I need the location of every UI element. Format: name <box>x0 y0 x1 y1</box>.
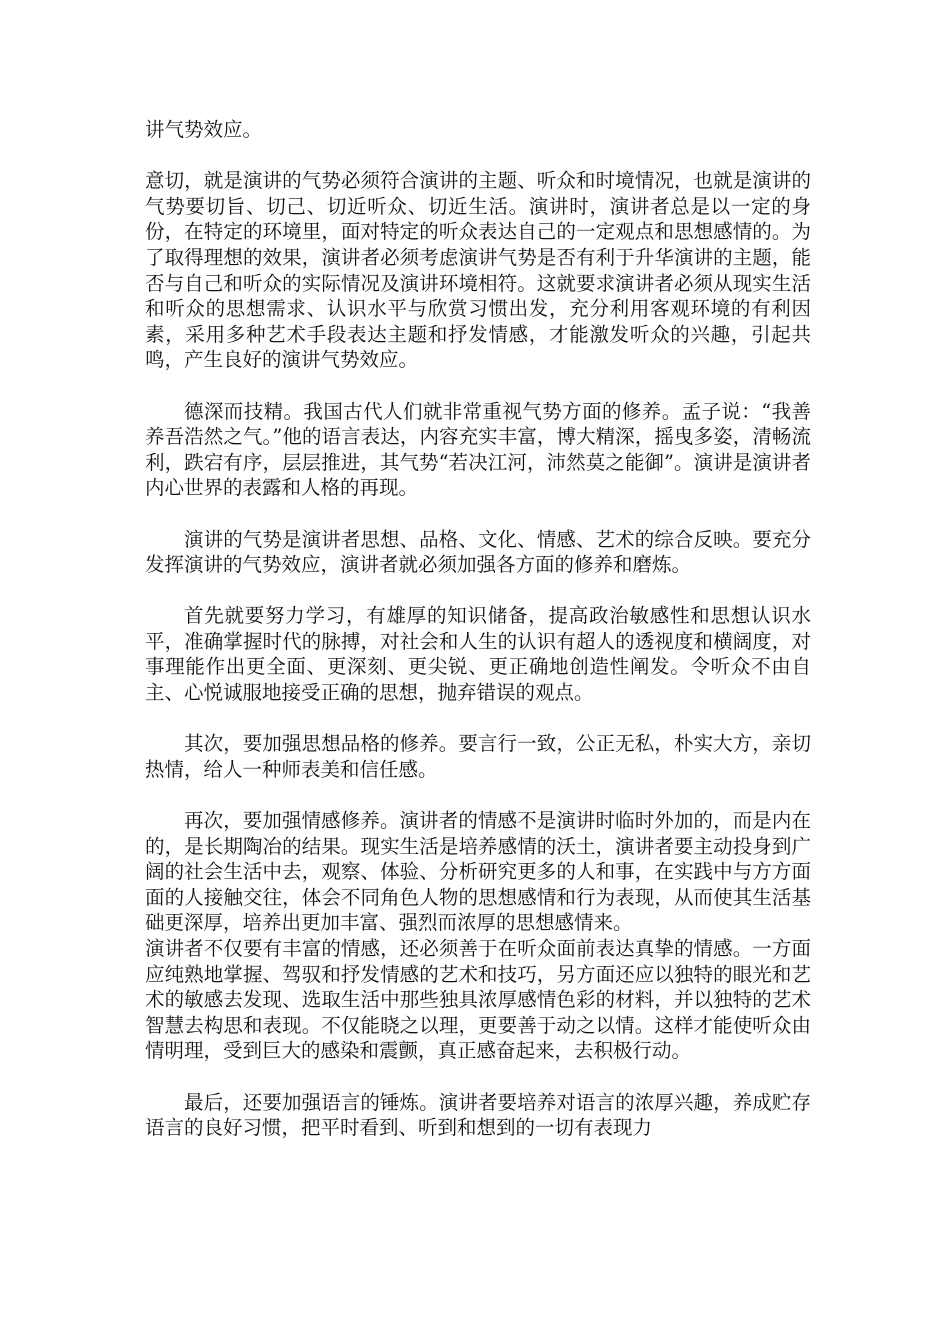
paragraph-continuation: 讲气势效应。 <box>145 118 263 141</box>
document-page <box>145 117 811 1141</box>
paragraph-gap <box>145 1064 811 1090</box>
paragraph-zaici: 再次，要加强情感修养。演讲者的情感不是演讲时临时外加的，而是内在的，是长期陶冶的结果。现实生活是培养感情的沃土，演讲者要主动投身到广阔的社会生活中去，观察、体验、分析研究更多的人和事，在实践中与方方面面的人接触交往，体会不同角色人物的思想感情和行为表现，从而使其生活基础更深厚，培养出更加丰富、强烈而浓厚的思想感情来。 <box>145 809 811 935</box>
paragraph-qici: 其次，要加强思想品格的修养。要言行一致，公正无私，朴实大方，亲切热情，给人一种师表美和信任感。 <box>145 732 811 781</box>
paragraph-gap <box>145 706 811 732</box>
paragraph-gap <box>145 501 811 527</box>
paragraph-gap <box>145 143 811 169</box>
paragraph-gap <box>145 373 811 399</box>
paragraph-gap <box>145 578 811 604</box>
paragraph-yiqie: 意切，就是演讲的气势必须符合演讲的主题、听众和时境情况，也就是演讲的气势要切旨、切己、切近听众、切近生活。演讲时，演讲者总是以一定的身份，在特定的环境里，面对特定的听众表达自己的一定观点和思想感情的。为了取得理想的效果，演讲者必须考虑演讲气势是否有利于升华演讲的主题，能否与自己和听众的实际情况及演讲环境相符。这就要求演讲者必须从现实生活和听众的思想需求、认识水平与欣赏习惯出发，充分利用客观环境的有利因素，采用多种艺术手段表达主题和抒发情感，才能激发听众的兴趣，引起共鸣，产生良好的演讲气势效应。 <box>145 169 811 372</box>
paragraph-zuihou: 最后，还要加强语言的锤炼。演讲者要培养对语言的浓厚兴趣，养成贮存语言的良好习惯，把平时看到、听到和想到的一切有表现力 <box>145 1090 811 1140</box>
paragraph-qinggan: 演讲者不仅要有丰富的情感，还必须善于在听众面前表达真挚的情感。一方面应纯熟地掌握、驾驭和抒发情感的艺术和技巧，另方面还应以独特的眼光和艺术的敏感去发现、选取生活中那些独具浓厚感情色彩的材料，并以独特的艺术智慧去构思和表现。不仅能晓之以理，更要善于动之以情。这样才能使听众由情明理，受到巨大的感染和震颤，真正感奋起来，去积极行动。 <box>145 937 811 1063</box>
paragraph-deshen: 德深而技精。我国古代人们就非常重视气势方面的修养。孟子说：“我善养吾浩然之气。”他的语言表达，内容充实丰富，博大精深，摇曳多姿，清畅流利，跌宕有序，层层推进，其气势“若决江河，沛然莫之能御”。演讲是演讲者内心世界的表露和人格的再现。 <box>145 399 811 500</box>
paragraph-gap <box>145 782 811 808</box>
paragraph-qishi: 演讲的气势是演讲者思想、品格、文化、情感、艺术的综合反映。要充分发挥演讲的气势效应，演讲者就必须加强各方面的修养和磨炼。 <box>145 527 811 577</box>
paragraph-shouxian: 首先就要努力学习，有雄厚的知识储备，提高政治敏感性和思想认识水平，准确掌握时代的脉搏，对社会和人生的认识有超人的透视度和横阔度，对事理能作出更全面、更深刻、更尖锐、更正确地创造性阐发。令听众不由自主、心悦诚服地接受正确的思想，抛弃错误的观点。 <box>145 604 811 705</box>
